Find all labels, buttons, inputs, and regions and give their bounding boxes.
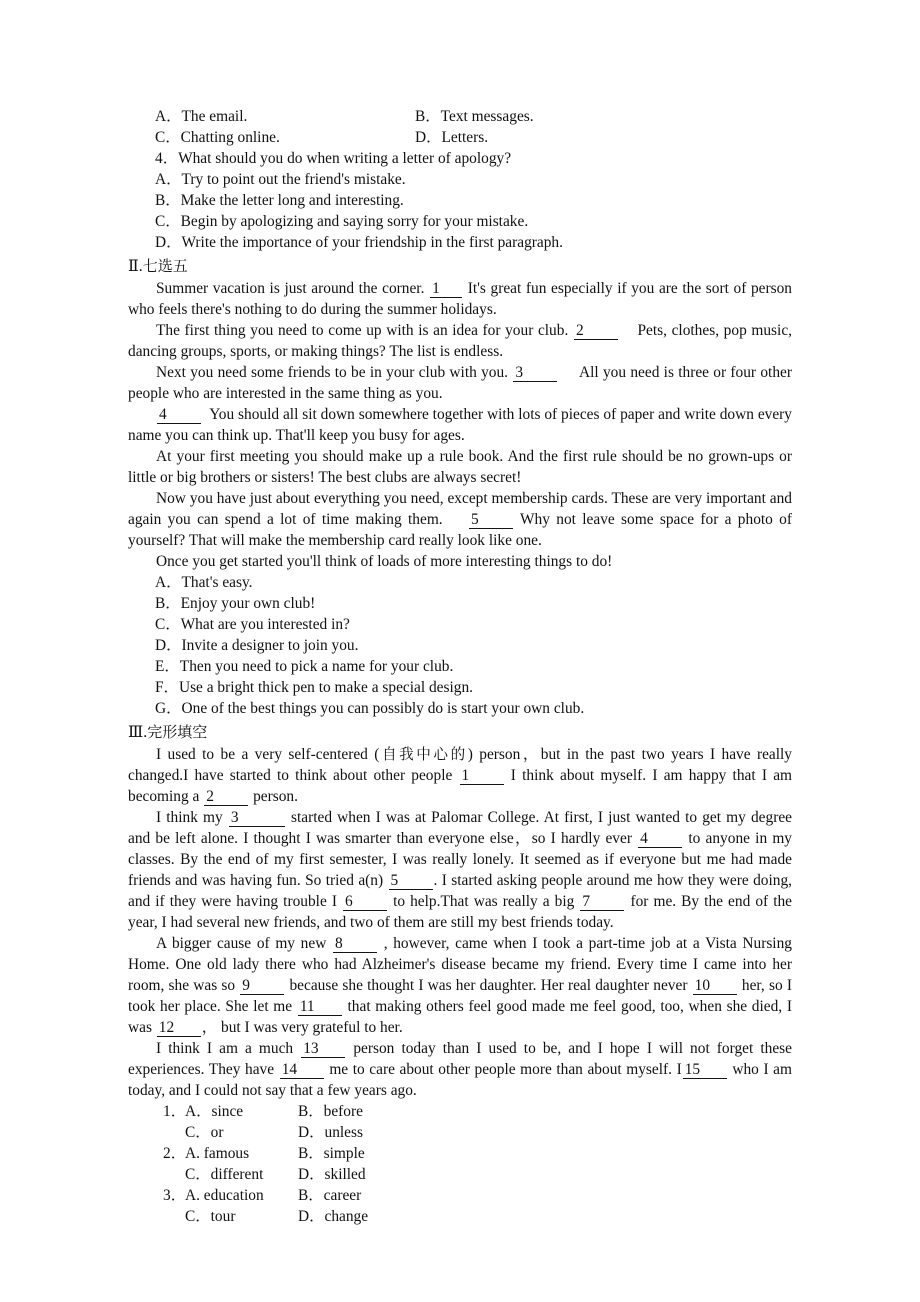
s2-choice-e: E．Then you need to pick a name for your club. [155,658,454,675]
c-p3-d: her, so I took her place. She let me [128,977,792,1015]
s2-p2-text-b: Pets, clothes, pop music, dancing groups, sports, or making things? The list is endless. [128,322,793,360]
blank-c7[interactable]: 7 [580,893,624,911]
s2-p6-text-a: Now you have just about everything you need, except membership cards. These are very important and again you can spend a lot of time making them. [128,490,792,528]
blank-c2[interactable]: 2 [204,788,248,806]
section-3-dot: . [143,724,148,741]
blank-c13[interactable]: 13 [301,1040,345,1058]
c-p4-d: who I am today, and I could not say that a few years ago. [128,1061,792,1099]
cloze-1-option-b: B．before [298,1103,363,1120]
blank-c15[interactable]: 15 [683,1061,727,1079]
option-c: C．Chatting online. [155,129,280,146]
cloze-1-option-a: A．since [185,1103,244,1120]
c-p2-a: I think my [156,809,223,826]
blank-3[interactable]: 3 [513,364,557,382]
question-4-option-d: D．Write the importance of your friendship in the first paragraph. [155,234,563,251]
c-p3-c: because she thought I was her daughter. Her real daughter never [289,977,688,994]
question-4-option-b: B．Make the letter long and interesting. [155,192,404,209]
section-2-paragraph-5 [128,446,792,488]
blank-c6[interactable]: 6 [343,893,387,911]
c-p1-a: I used to be a very self-centered ( [156,746,380,763]
c-p4-a: I think I am a much [156,1040,294,1057]
section-2-paragraph-3 [128,362,792,404]
s2-choice-c: C．What are you interested in? [155,616,350,633]
c-p4-c: me to care about other people more than about myself. I [329,1061,682,1078]
question-4-option-a: A．Try to point out the friend's mistake. [155,171,406,188]
c-p1-c: I think about myself. I am happy that I am becoming a [128,767,792,805]
s2-p1-text-b: It's great fun especially if you are the sort of person who feels there's nothing to do during the summer holidays. [128,280,792,318]
section-2-heading [128,255,792,278]
s2-p7-text: Once you get started you'll think of loads of more interesting things to do! [156,553,613,570]
cloze-paragraph-2 [128,807,792,933]
cloze-2-option-c: C．different [185,1166,264,1183]
cloze-2-option-a: A. famous [185,1145,250,1162]
question-4-option-c: C．Begin by apologizing and saying sorry for your mistake. [155,213,529,230]
c-p3-f: ， but I was very grateful to her. [201,1019,403,1036]
section-2-paragraph-2 [128,320,792,362]
cloze-item-number-3: 3． [163,1187,187,1204]
cloze-3-option-b: B．career [298,1187,362,1204]
cloze-answer-row-3-top [128,1185,792,1206]
blank-c10[interactable]: 10 [693,977,737,995]
c-p1-d: person. [253,788,298,805]
s2-choice-a: A．That's easy. [155,574,253,591]
cloze-answer-row-1-bottom [128,1122,792,1143]
c-p3-e: that making others feel good made me feel good, too, when she died, I was [128,998,792,1036]
section-2-paragraph-6 [128,488,792,551]
cloze-paragraph-4 [128,1038,792,1101]
blank-c4[interactable]: 4 [638,830,682,848]
c-p3-b: , however, came when I took a part-time job at a Vista Nursing Home. One old lady there who had Alzheimer's disease became my friend. Every time I came into her room, she was so [128,935,792,994]
s2-choice-f: F．Use a bright thick pen to make a special design. [155,679,473,696]
cloze-answer-row-2-bottom [128,1164,792,1185]
c-p1-cn-gloss: 自我中心的 [379,746,468,763]
option-b: B．Text messages. [415,108,534,125]
blank-2[interactable]: 2 [574,322,618,340]
section-2-paragraph-4 [128,404,792,446]
cloze-answer-row-2-top [128,1143,792,1164]
option-a: A．The email. [155,108,248,125]
s2-p3-text-a: Next you need some friends to be in your club with you. [156,364,509,381]
option-row-ab [128,106,792,127]
cloze-answer-row-1-top [128,1101,792,1122]
section-3-title-cn: 完形填空 [147,723,208,741]
cloze-1-option-d: D．unless [298,1124,363,1141]
s2-p1-text-a: Summer vacation is just around the corner. [156,280,425,297]
cloze-paragraph-1 [128,744,792,807]
cloze-item-number-2: 2． [163,1145,187,1162]
c-p2-d: . I started asking people around me how they were doing, and if they were having trouble I [128,872,792,910]
s2-choice-b: B．Enjoy your own club! [155,595,316,612]
cloze-2-option-d: D．skilled [298,1166,366,1183]
section-3-heading [128,721,792,744]
blank-c1[interactable]: 1 [460,767,504,785]
s2-p2-text-a: The first thing you need to come up with is an idea for your club. [156,322,569,339]
blank-c9[interactable]: 9 [240,977,284,995]
blank-c14[interactable]: 14 [280,1061,324,1079]
c-p1-b: ) person，but in the past two years I have really changed.I have started to think about other people [128,746,792,784]
section-2-paragraph-1 [128,278,792,320]
c-p2-b: started when I was at Palomar College. At first, I just wanted to get my degree and be left alone. I thought I was smarter than everyone else，so I hardly ever [128,809,792,847]
blank-c12[interactable]: 12 [157,1019,201,1037]
cloze-3-option-d: D．change [298,1208,369,1225]
cloze-3-option-c: C．tour [185,1208,236,1225]
section-2-title-cn: 七选五 [142,257,188,275]
blank-5[interactable]: 5 [469,511,513,529]
section-3-numeral: Ⅲ [128,724,144,741]
blank-c11[interactable]: 11 [298,998,342,1016]
section-2-dot: . [138,258,143,275]
blank-4[interactable]: 4 [157,406,201,424]
option-row-cd [128,127,792,148]
c-p2-c: to anyone in my classes. By the end of my first semester, I was really lonely. It seemed as if everyone but me had made friends and was having fun. So tried a(n) [128,830,792,889]
section-2-numeral: Ⅱ [128,258,139,275]
cloze-2-option-b: B．simple [298,1145,365,1162]
cloze-3-option-a: A. education [185,1187,264,1204]
cloze-item-number-1: 1． [163,1103,187,1120]
cloze-paragraph-3 [128,933,792,1038]
s2-choice-d: D．Invite a designer to join you. [155,637,359,654]
s2-p3-text-b: All you need is three or four other people who are interested in the same thing as you. [128,364,792,402]
question-4-stem: 4．What should you do when writing a letter of apology? [155,150,512,167]
s2-p5-text: At your first meeting you should make up a rule book. And the first rule should be no grown-ups or little or big brothers or sisters! The best clubs are always secret! [128,448,792,486]
blank-c3[interactable]: 3 [229,809,285,827]
c-p2-e: to help.That was really a big [393,893,575,910]
blank-c8[interactable]: 8 [333,935,377,953]
c-p3-a: A bigger cause of my new [156,935,327,952]
cloze-answer-row-3-bottom [128,1206,792,1227]
blank-c5[interactable]: 5 [389,872,433,890]
option-d: D．Letters. [415,129,489,146]
s2-p4-text-b: You should all sit down somewhere together with lots of pieces of paper and write down every name you can think up. That'll keep you busy for ages. [128,406,792,444]
section-2-paragraph-7 [128,551,792,572]
content-column [128,106,792,1227]
c-p2-f: for me. By the end of the year, I had several new friends, and two of them are still my best friends today. [128,893,792,931]
cloze-1-option-c: C．or [185,1124,224,1141]
s2-choice-g: G．One of the best things you can possibly do is start your own club. [155,700,585,717]
s2-p6-text-b: Why not leave some space for a photo of yourself? That will make the membership card really look like one. [128,511,793,549]
c-p4-b: person today than I used to be, and I hope I will not forget these experiences. They have [128,1040,792,1078]
blank-1[interactable]: 1 [430,280,462,298]
